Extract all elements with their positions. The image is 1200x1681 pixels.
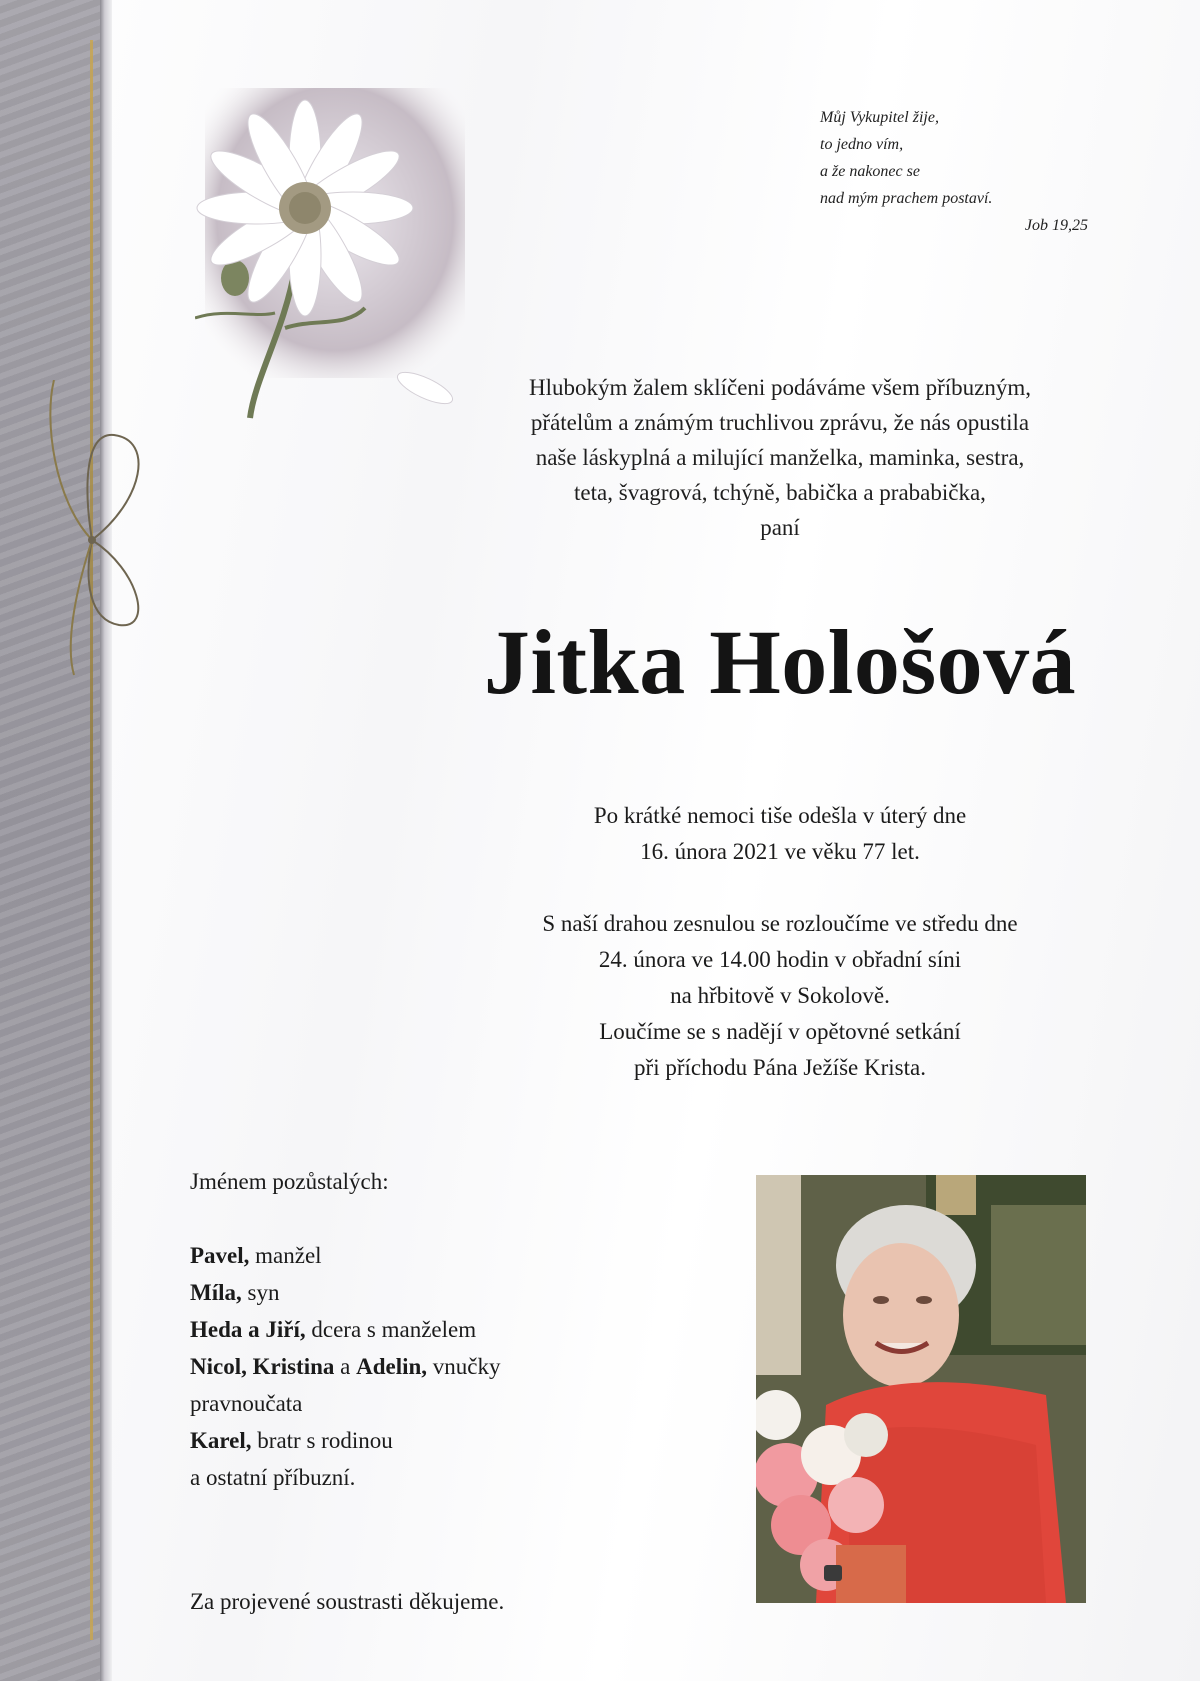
quote-reference: Job 19,25 bbox=[1024, 217, 1088, 234]
side-band bbox=[0, 0, 100, 1681]
mourners-heading: Jménem pozůstalých: bbox=[190, 1169, 389, 1194]
mourner-relation: vnučky bbox=[427, 1354, 501, 1379]
bible-quote bbox=[820, 104, 1120, 239]
death-notice bbox=[470, 798, 1090, 870]
closing-thanks: Za projevené soustrasti děkujeme. bbox=[190, 1589, 505, 1614]
quote-line: Můj Vykupitel žije, bbox=[820, 109, 939, 126]
funeral-line: na hřbitově v Sokolově. bbox=[670, 983, 890, 1008]
funeral-line: 24. února ve 14.00 hodin v obřadní síni bbox=[598, 947, 962, 972]
quote-line: a že nakonec se bbox=[820, 163, 920, 180]
funeral-details bbox=[470, 906, 1090, 1086]
intro-line: Hlubokým žalem sklíčeni podáváme všem příbuzným, bbox=[528, 375, 1032, 400]
intro-line: naše láskyplná a milující manželka, maminka, sestra, bbox=[535, 445, 1025, 470]
mourner-name: Míla, bbox=[190, 1280, 242, 1305]
mourner-relation: pravnoučata bbox=[190, 1391, 303, 1416]
mourner-row bbox=[190, 1311, 750, 1348]
mourner-row bbox=[190, 1385, 750, 1422]
portrait-photo bbox=[756, 1175, 1086, 1603]
mourner-name: Nicol, Kristina bbox=[190, 1354, 335, 1379]
gold-line bbox=[90, 40, 93, 1640]
death-line: 16. února 2021 ve věku 77 let. bbox=[640, 839, 920, 864]
mourner-name: Heda a Jiří, bbox=[190, 1317, 306, 1342]
intro-line: teta, švagrová, tchýně, babička a prababička, bbox=[574, 480, 986, 505]
mourner-name: Karel, bbox=[190, 1428, 252, 1453]
quote-line: nad mým prachem postaví. bbox=[820, 190, 993, 207]
mourner-name: Pavel, bbox=[190, 1243, 250, 1268]
mourner-row bbox=[190, 1422, 750, 1459]
funeral-line: při příchodu Pána Ježíše Krista. bbox=[634, 1055, 926, 1080]
mourner-row bbox=[190, 1274, 750, 1311]
ribbon-bow-icon bbox=[44, 380, 144, 680]
mourner-relation: a ostatní příbuzní. bbox=[190, 1465, 356, 1490]
intro-text bbox=[470, 370, 1090, 545]
daisy-flower-icon bbox=[195, 88, 470, 438]
mourner-connector: a bbox=[334, 1354, 357, 1379]
mourner-relation: bratr s rodinou bbox=[251, 1428, 393, 1453]
intro-line: přátelům a známým truchlivou zprávu, že nás opustila bbox=[530, 410, 1030, 435]
deceased-name: Jitka Hološová bbox=[483, 611, 1077, 713]
intro-line: paní bbox=[760, 515, 800, 540]
mourner-row bbox=[190, 1237, 750, 1274]
quote-line: to jedno vím, bbox=[820, 136, 904, 153]
death-line: Po krátké nemoci tiše odešla v úterý dne bbox=[593, 803, 967, 828]
funeral-line: S naší drahou zesnulou se rozloučíme ve středu dne bbox=[542, 911, 1018, 936]
side-band-edge bbox=[100, 0, 112, 1681]
mourners-list bbox=[190, 1163, 750, 1496]
funeral-line: Loučíme se s nadějí v opětovné setkání bbox=[599, 1019, 961, 1044]
mourner-relation: syn bbox=[241, 1280, 280, 1305]
mourner-relation: dcera s manželem bbox=[305, 1317, 477, 1342]
mourner-relation: manžel bbox=[249, 1243, 322, 1268]
mourner-row bbox=[190, 1348, 750, 1385]
mourner-name: Adelin, bbox=[356, 1354, 428, 1379]
mourner-row bbox=[190, 1459, 750, 1496]
